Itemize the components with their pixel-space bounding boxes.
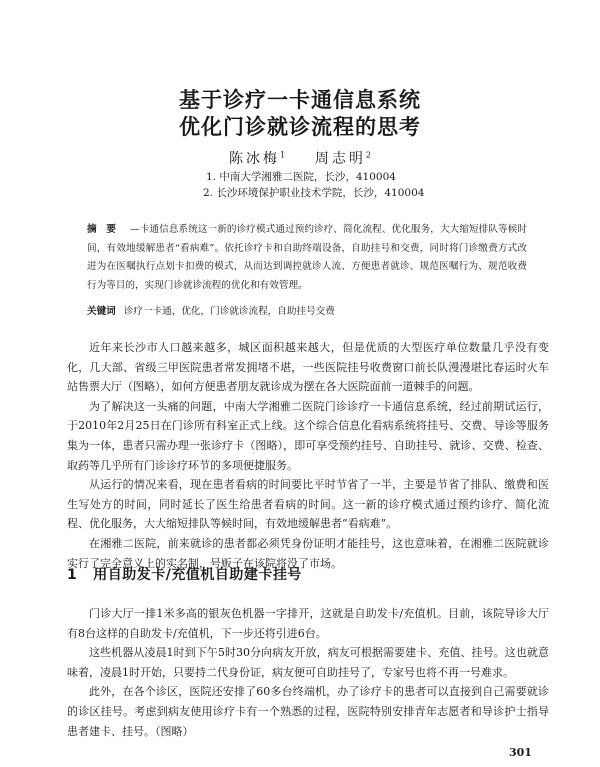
paragraph: 这些机器从凌晨1时到下午5时30分向病友开放，病友可根据需要建卡、充值、挂号。这也就意味着，凌晨1时开始，只要持二代身份证，病友便可自助挂号了，专家号也将不再一号难求。 bbox=[67, 646, 549, 679]
affiliation-2: 2. 长沙环境保护职业技术学院，长沙，410004 bbox=[203, 187, 425, 199]
author-name: 周志明 bbox=[314, 151, 366, 167]
section1-body bbox=[67, 604, 549, 741]
title-line-2: 优化门诊就诊流程的思考 bbox=[179, 115, 421, 139]
keywords bbox=[87, 305, 527, 319]
section-number: 1 bbox=[67, 567, 78, 583]
section-title: 用自助发卡/充值机自助建卡挂号 bbox=[93, 567, 302, 583]
title-line-1: 基于诊疗一卡通信息系统 bbox=[179, 88, 421, 112]
author-line bbox=[0, 148, 600, 168]
paragraph: 门诊大厅一排1米多高的银灰色机器一字排开，这就是自助发卡/充值机。目前，该院导诊大厅有8台这样的自助发卡/充值机，下一步还将引进6台。 bbox=[67, 607, 549, 640]
author-name: 陈冰梅 bbox=[229, 151, 280, 167]
author-superscript: 2 bbox=[365, 150, 371, 160]
abstract-label: 摘 要 bbox=[87, 224, 117, 235]
keywords-label: 关键词 bbox=[87, 306, 116, 317]
section-heading bbox=[67, 564, 302, 584]
paragraph: 在湘雅二医院，前来就诊的患者都必须凭身份证明才能挂号，这也意味着，在湘雅二医院就诊实行了完全意义上的实名制，号贩子在该院将没了市场。 bbox=[67, 536, 549, 570]
keywords-text: 诊疗一卡通，优化，门诊就诊流程，自助挂号交费 bbox=[123, 306, 335, 317]
intro-body bbox=[67, 338, 549, 573]
affiliation-1: 1. 中南大学湘雅二医院，长沙，410004 bbox=[206, 171, 396, 183]
abstract bbox=[87, 221, 527, 295]
author-superscript: 1 bbox=[280, 150, 286, 160]
paragraph: 为了解决这一头痛的问题，中南大学湘雅二医院门诊诊疗一卡通信息系统，经过前期试运行，于2010年2月25日在门诊所有科室正式上线。这个综合信息化看病系统将挂号、交费、导诊等服务集为一体，患者只需办理一张诊疗卡（图略），即可享受预约挂号、自助挂号、就诊、交费、检查、取药等几乎所有门诊诊疗环节的多项便捷服务。 bbox=[67, 399, 549, 472]
paragraph: 此外，在各个诊区，医院还安排了60多台终端机，办了诊疗卡的患者可以直接到自己需要就诊的诊区挂号。考虑到病友使用诊疗卡有一个熟悉的过程，医院特别安排青年志愿者和导诊护士指导患者建卡、挂号。（图略） bbox=[67, 685, 549, 738]
paragraph: 从运行的情况来看，现在患者看病的时间要比平时节省了一半，主要是节省了排队、缴费和医生写处方的时间，同时延长了医生给患者看病的时间。这一新的诊疗模式通过预约诊疗、简化流程、优化服务，大大缩短排队等候时间，有效地缓解患者“看病难”。 bbox=[67, 478, 549, 531]
page-number: 301 bbox=[509, 746, 532, 759]
paragraph: 近年来长沙市人口越来越多，城区面积越来越大，但是优质的大型医疗单位数量几乎没有变化，几大部、省级三甲医院患者常发拥堵不堪，一些医院挂号收费窗口前长队漫漫堪比春运时火车站售票大厅（图略），如何方便患者朋友就诊成为摆在各大医院面前一道棘手的问题。 bbox=[67, 341, 549, 394]
abstract-text: —卡通信息系统这一新的诊疗模式通过预约诊疗、简化流程、优化服务，大大缩短排队等候时间，有效地缓解患者“看病难”。依托诊疗卡和自助终端设备，自助挂号和交费，同时将门诊缴费方式改进为在医嘱执行点划卡扣费的模式，从而达到调控就诊人流、方便患者就诊、规范医嘱行为、规范收费行为等目的，实现门诊就诊流程的优化和有效管理。 bbox=[87, 224, 528, 291]
